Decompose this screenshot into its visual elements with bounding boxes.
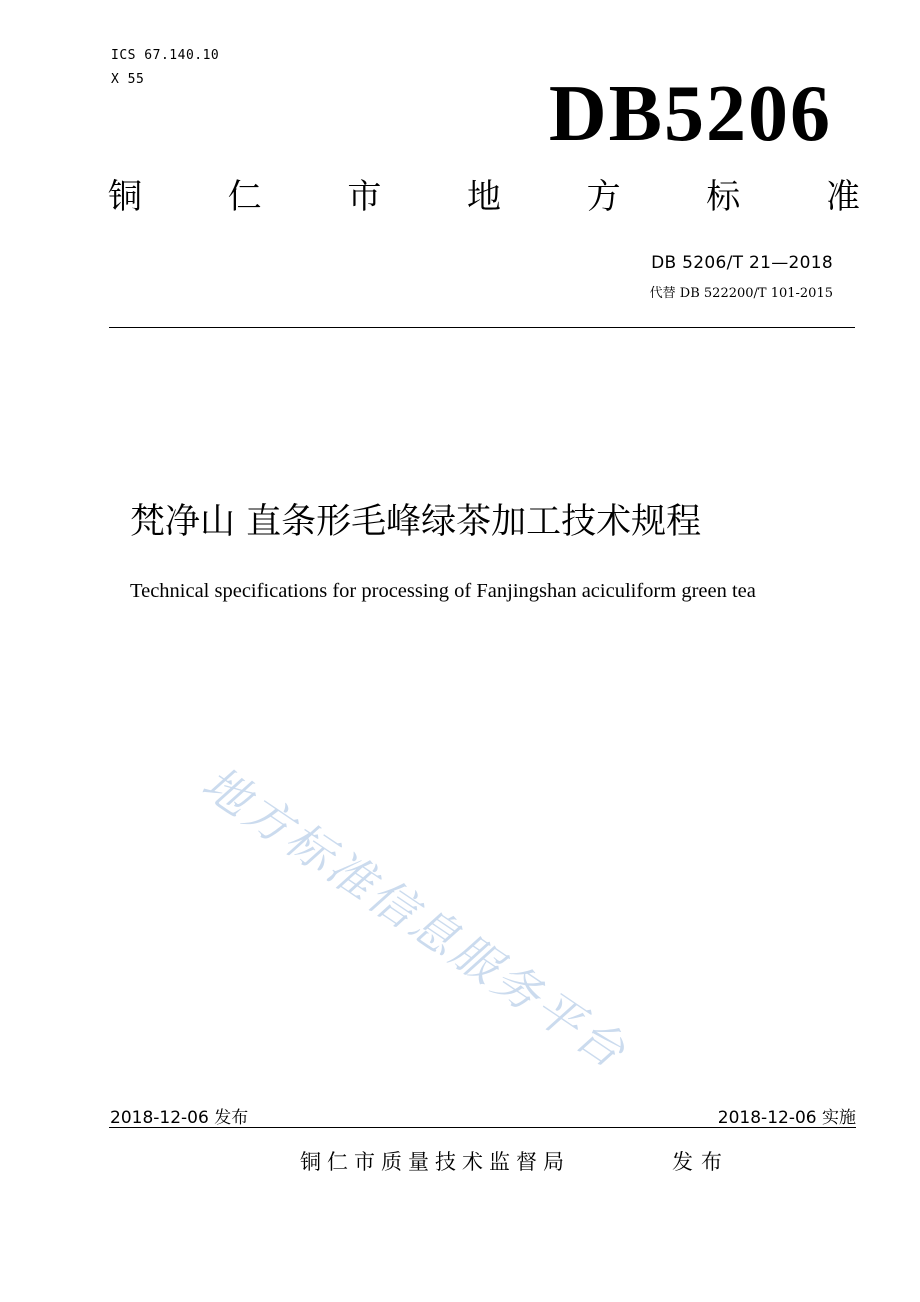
issuing-authority: 铜仁市质量技术监督局 — [300, 1150, 570, 1174]
standard-code-big: DB5206 — [548, 70, 832, 158]
title-chinese: 梵净山 直条形毛峰绿茶加工技术规程 — [130, 502, 702, 542]
standard-type-char: 准 — [825, 177, 860, 217]
standard-type — [108, 177, 860, 217]
title-english: Technical specifications for processing of Fanjingshan aciculiform green tea — [130, 580, 756, 602]
ics-code: ICS 67.140.10 — [111, 48, 220, 63]
issue-label: 发布 — [672, 1150, 730, 1174]
header-divider — [109, 327, 855, 328]
standard-type-char: 地 — [466, 177, 501, 217]
classification-code: X 55 — [111, 72, 145, 87]
standard-type-char: 标 — [706, 177, 741, 217]
watermark: 地方标准信息服务平台 — [192, 755, 638, 1080]
issue-date: 2018-12-06 发布 — [110, 1108, 249, 1128]
replaces-note: 代替 DB 522200/T 101-2015 — [649, 286, 833, 301]
implementation-date: 2018-12-06 实施 — [717, 1108, 856, 1128]
standard-type-char: 仁 — [227, 177, 262, 217]
standard-type-char: 方 — [586, 177, 621, 217]
footer-divider — [109, 1127, 856, 1128]
standard-type-char: 铜 — [108, 177, 142, 217]
standard-type-char: 市 — [347, 177, 382, 217]
standard-number: DB 5206/T 21—2018 — [651, 253, 833, 273]
